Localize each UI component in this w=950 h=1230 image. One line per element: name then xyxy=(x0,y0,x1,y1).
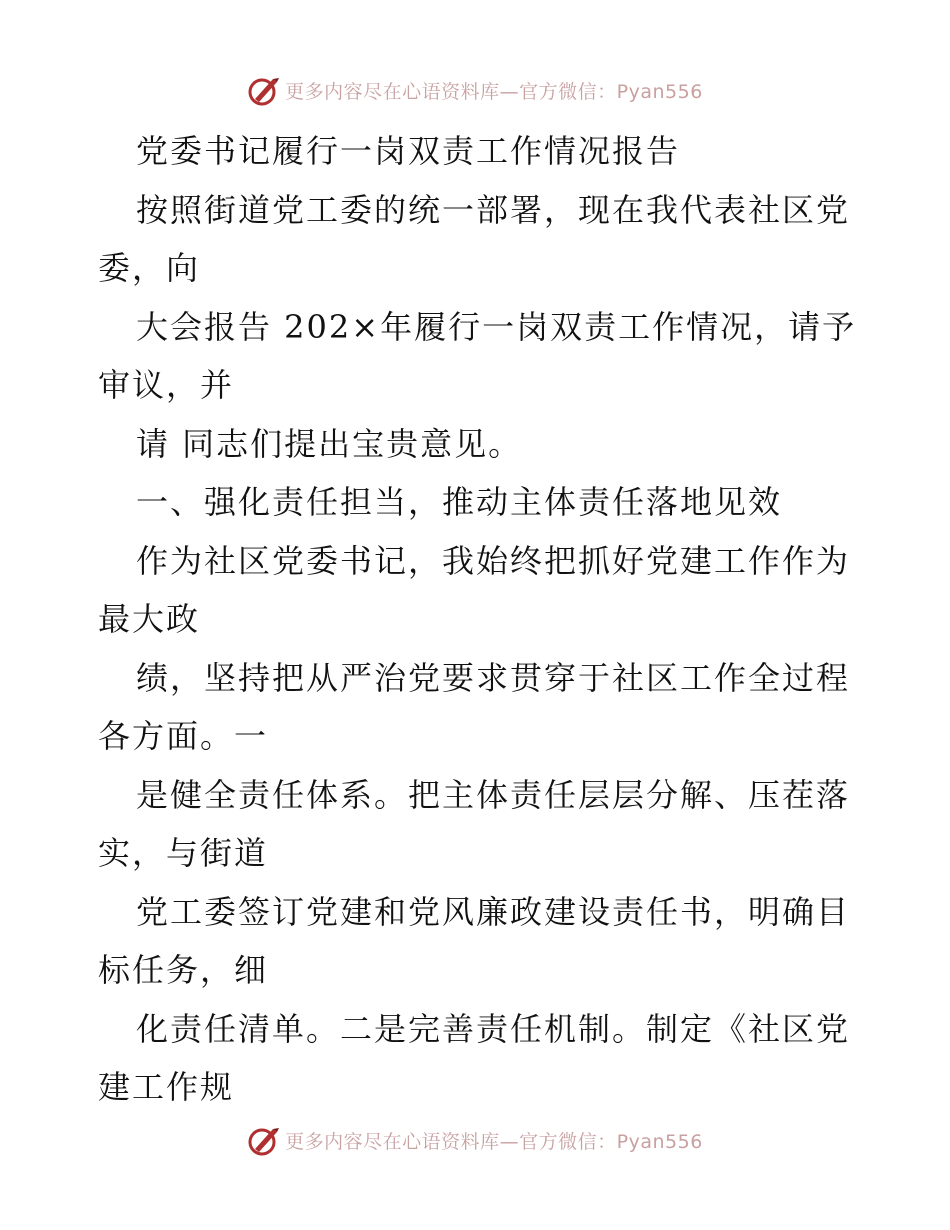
watermark-banner-top xyxy=(0,70,950,110)
text-line: 党工委签订党建和党风廉政建设责任书，明确目 xyxy=(136,892,851,931)
watermark-text: 更多内容尽在心语资料库—官方微信：Pyan556 xyxy=(285,80,703,103)
text-line: 标任务，细 xyxy=(98,951,269,989)
text-line: 绩，坚持把从严治党要求贯穿于社区工作全过程 xyxy=(136,658,851,697)
watermark-text: 更多内容尽在心语资料库—官方微信：Pyan556 xyxy=(285,1130,703,1153)
pen-logo-icon xyxy=(247,1123,281,1157)
text-line: 委，向 xyxy=(98,249,201,287)
text-line: 请 同志们提出宝贵意见。 xyxy=(136,424,523,463)
pen-logo-icon xyxy=(247,73,281,107)
text-line: 建工作规 xyxy=(98,1068,235,1106)
text-line: 作为社区党委书记，我始终把抓好党建工作作为 xyxy=(136,541,851,580)
text-line: 审议，并 xyxy=(98,366,235,404)
text-line: 各方面。一 xyxy=(98,717,269,755)
text-line: 是健全责任体系。把主体责任层层分解、压茬落 xyxy=(136,775,851,814)
text-line: 实，与街道 xyxy=(98,834,269,872)
document-body xyxy=(98,122,858,1117)
text-line: 按照街道党工委的统一部署，现在我代表社区党 xyxy=(136,190,851,229)
text-line: 化责任清单。二是完善责任机制。制定《社区党 xyxy=(136,1009,851,1048)
watermark-banner-bottom xyxy=(0,1120,950,1160)
text-line: 最大政 xyxy=(98,600,201,638)
text-line: 一、强化责任担当，推动主体责任落地见效 xyxy=(136,483,783,521)
text-line: 党委书记履行一岗双责工作情况报告 xyxy=(136,132,681,170)
text-line: 大会报告 202×年履行一岗双责工作情况，请予 xyxy=(136,307,857,346)
